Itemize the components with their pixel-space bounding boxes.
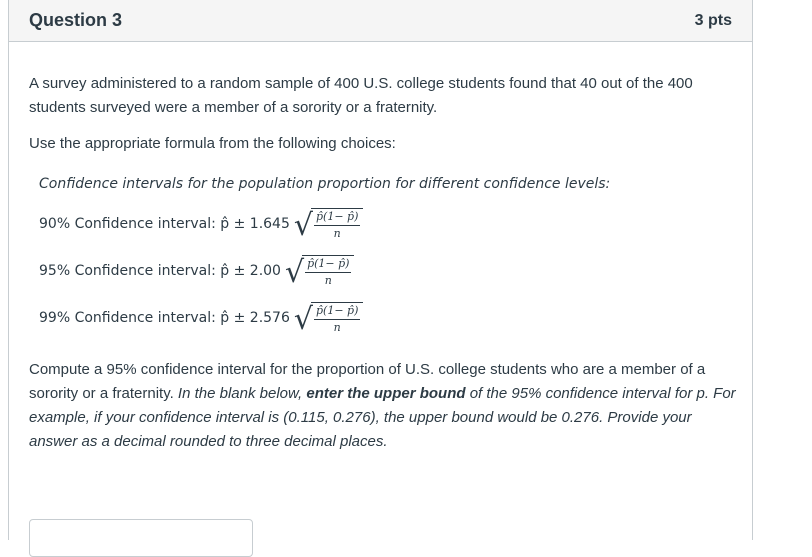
task-instruction	[29, 358, 739, 454]
question-points: 3 pts	[694, 11, 732, 29]
ci-99-denominator: n	[333, 320, 341, 334]
formula-instruction: Use the appropriate formula from the following choices:	[29, 135, 396, 152]
ci-95-denominator: n	[324, 273, 332, 287]
ci-90-row	[39, 204, 363, 244]
ci-99-label: 99% Confidence interval: p̂ ± 2.576	[39, 310, 290, 326]
ci-95-row	[39, 251, 354, 291]
answer-input[interactable]	[29, 519, 253, 557]
ci-99-row	[39, 298, 363, 338]
ci-99-numerator: p̂(1− p̂)	[314, 304, 360, 320]
ci-90-label: 90% Confidence interval: p̂ ± 1.645	[39, 216, 290, 232]
sqrt-icon: √ $\frac{p̂(1- p̂)}{n}$	[294, 302, 364, 335]
task-instruction-italic-1: In the blank below,	[173, 385, 307, 402]
question-card	[8, 0, 753, 540]
task-instruction-bold: enter the upper bound	[306, 385, 466, 402]
formula-block	[39, 174, 729, 337]
question-header	[9, 0, 752, 42]
ci-90-denominator: n	[333, 226, 341, 240]
sqrt-icon: √ $\frac{p̂(1- p̂)}{n}$	[285, 255, 355, 288]
ci-90-numerator: p̂(1− p̂)	[314, 210, 360, 226]
ci-95-label: 95% Confidence interval: p̂ ± 2.00	[39, 263, 281, 279]
sqrt-icon: √ $\frac{p̂(1- p̂)}{n}$	[294, 208, 364, 241]
question-title: Question 3	[29, 10, 123, 30]
ci-95-numerator: p̂(1− p̂)	[305, 257, 351, 273]
survey-description: A survey administered to a random sample of 400 U.S. college students found that 40 out of the 400 students surveyed were a member of a sorority or a fraternity.	[29, 75, 693, 116]
task-instruction-italic-2: of the 95% confidence interval for p. For example, if your confidence interval is (0.115, 0.276), the upper bound would be 0.276. Provide your answer as a decimal rounded to three decimal places.	[29, 385, 736, 450]
formula-heading: Confidence intervals for the population proportion for different confidence levels:	[39, 176, 611, 192]
task-instruction-plain: Compute a 95% confidence interval for the proportion of U.S. college students who are a member of a sorority or a fraternity.	[29, 361, 706, 402]
